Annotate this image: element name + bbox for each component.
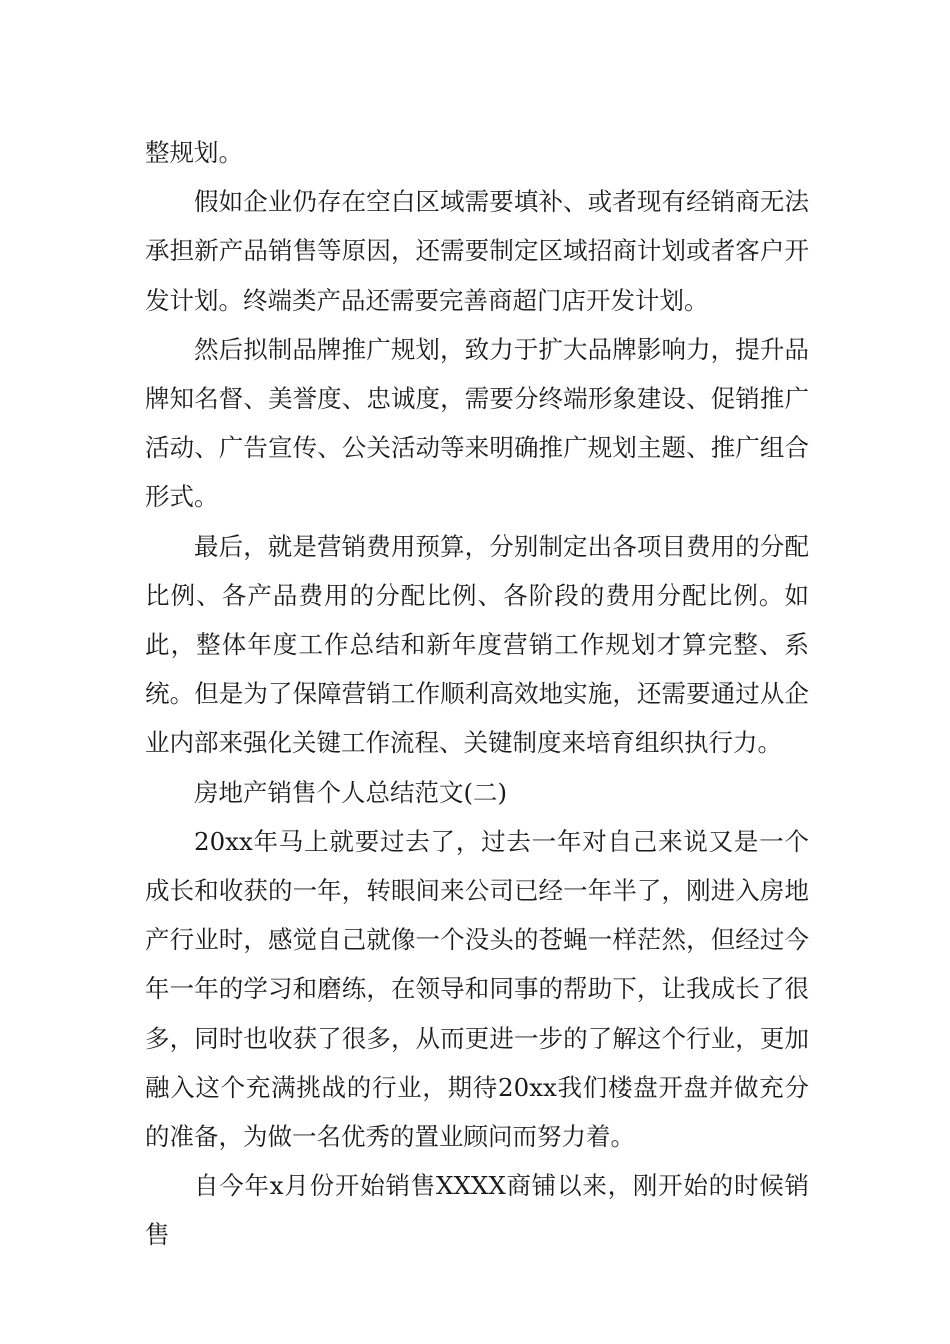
paragraph-brand-promotion: 然后拟制品牌推广规划，致力于扩大品牌影响力，提升品牌知名督、美誉度、忠诚度，需要分终端形象建设、促销推广活动、广告宣传、公关活动等来明确推广规划主题、推广组合形式。	[145, 334, 809, 512]
section-heading: 房地产销售个人总结范文(二)	[194, 777, 508, 807]
paragraph-sales-start: 自今年x月份开始销售XXXX商铺以来，刚开始的时候销售	[145, 1171, 809, 1250]
paragraph-continuation: 整规划。	[145, 138, 243, 167]
paragraph-year-summary: 20xx年马上就要过去了，过去一年对自己来说又是一个成长和收获的一年，转眼间来公司已经一年半了，刚进入房地产行业时，感觉自己就像一个没头的苍蝇一样茫然，但经过今年一年的学习和磨练，在领导和同事的帮助下，让我成长了很多，同时也收获了很多，从而更进一步的了解这个行业，更加融入这个充满挑战的行业，期待20xx我们楼盘开盘并做充分的准备，为做一名优秀的置业顾问而努力着。	[145, 826, 809, 1152]
paragraph-marketing-budget: 最后，就是营销费用预算，分别制定出各项目费用的分配比例、各产品费用的分配比例、各阶段的费用分配比例。如此，整体年度工作总结和新年度营销工作规划才算完整、系统。但是为了保障营销工作顺利高效地实施，还需要通过从企业内部来强化关键工作流程、关键制度来培育组织执行力。	[145, 531, 809, 758]
document-body	[145, 128, 809, 1260]
paragraph-regional-plan: 假如企业仍存在空白区域需要填补、或者现有经销商无法承担新产品销售等原因，还需要制定区域招商计划或者客户开发计划。终端类产品还需要完善商超门店开发计划。	[145, 187, 809, 315]
